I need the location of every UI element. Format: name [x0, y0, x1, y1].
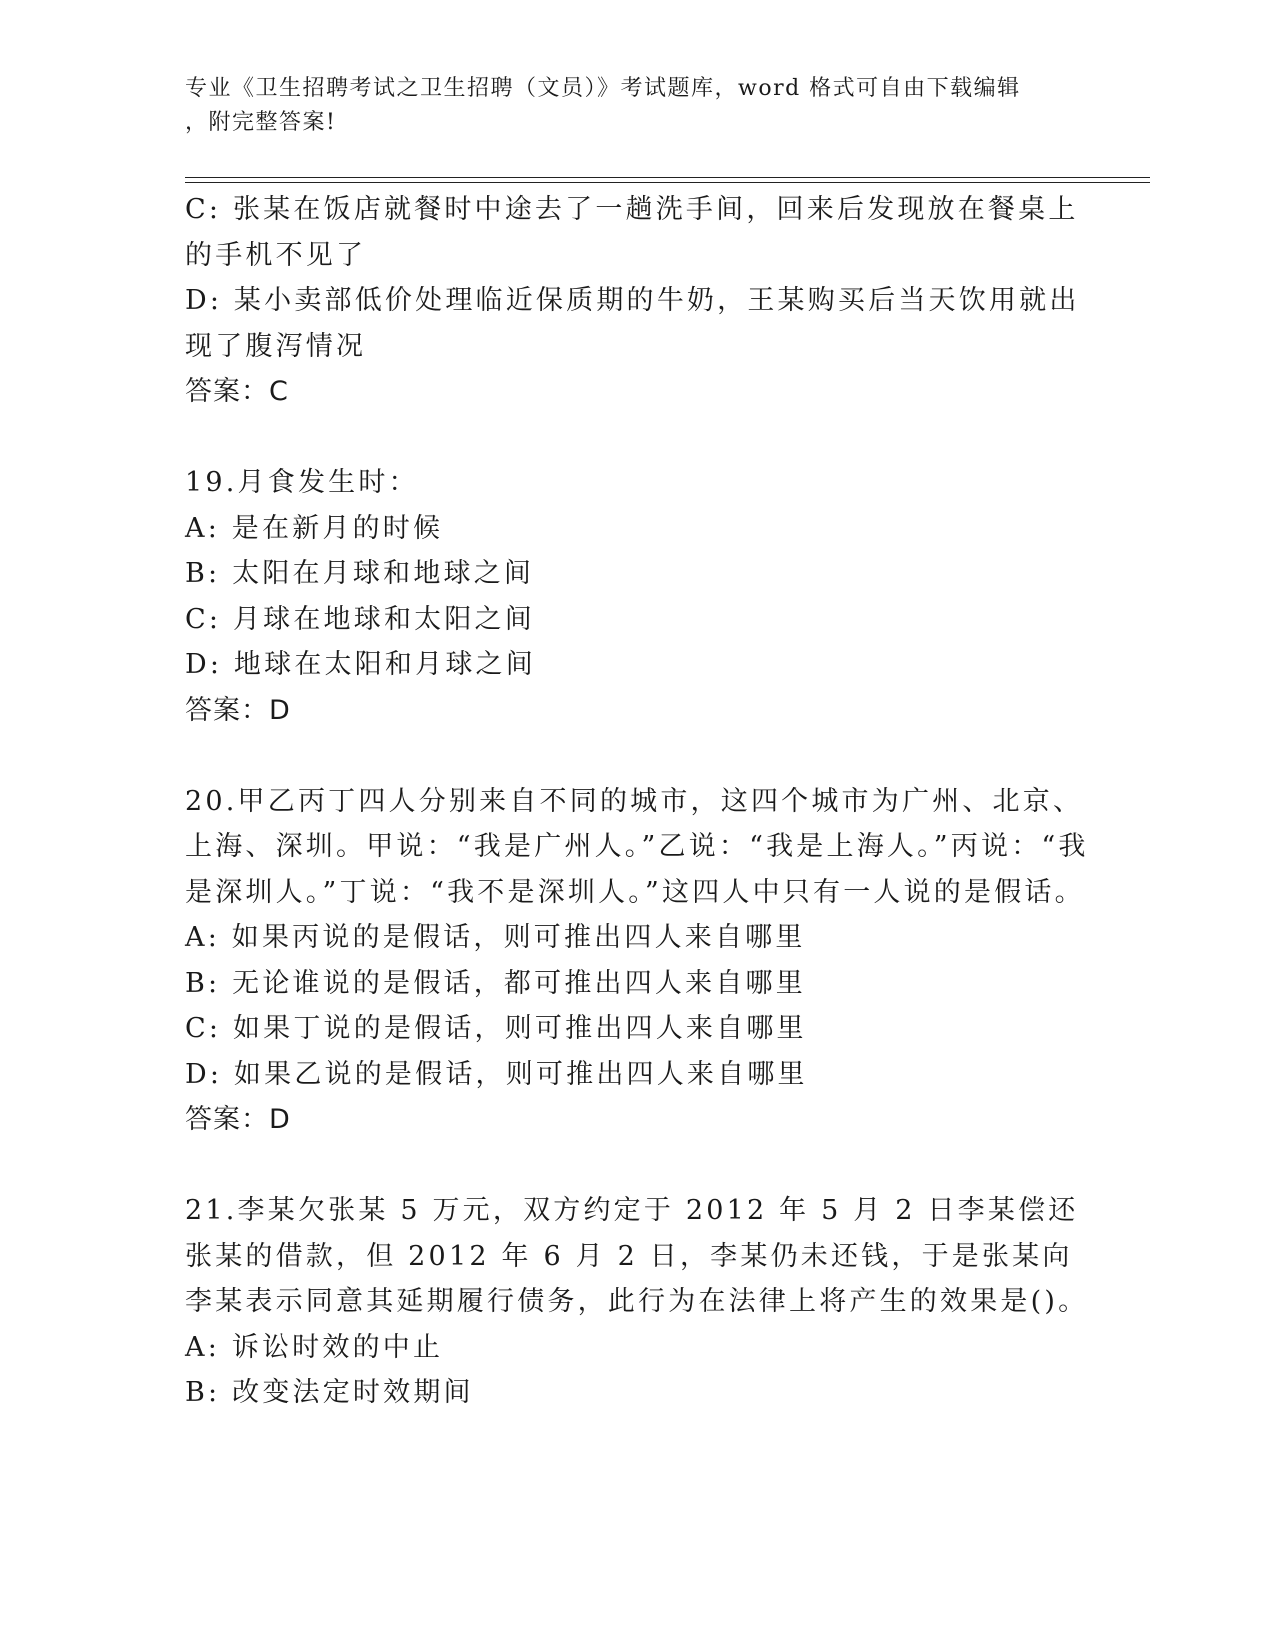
- option-b: B: 改变法定时效期间: [185, 1377, 474, 1408]
- header-divider-top: [185, 177, 1150, 178]
- spacer: [185, 733, 1090, 779]
- question-18: [185, 187, 1090, 415]
- spacer: [185, 415, 1090, 461]
- option-d: D: 地球在太阳和月球之间: [185, 649, 536, 680]
- question-list: [185, 187, 1090, 1416]
- option-d: D: 如果乙说的是假话，则可推出四人来自哪里: [185, 1058, 808, 1090]
- question-text: 20.甲乙丙丁四人分别来自不同的城市，这四个城市为广州、北京、上海、深圳。甲说：“我是广州人。”乙说：“我是上海人。”丙说：“我是深圳人。”丁说：“我不是深圳人。”这四人中只有一人说的是假话。: [185, 785, 1089, 908]
- header-divider-bottom: [185, 182, 1150, 183]
- document-header: [185, 72, 1065, 140]
- option-d: D: 某小卖部低价处理临近保质期的牛奶，王某购买后当天饮用就出现了腹泻情况: [185, 285, 1080, 362]
- option-a: A: 诉讼时效的中止: [185, 1331, 444, 1363]
- option-b: B: 太阳在月球和地球之间: [185, 558, 535, 589]
- option-c: C: 月球在地球和太阳之间: [185, 603, 535, 635]
- question-20: [185, 779, 1090, 1143]
- option-c: C: 张某在饭店就餐时中途去了一趟洗手间，回来后发现放在餐桌上的手机不见了: [185, 194, 1079, 271]
- option-a: A: 如果丙说的是假话，则可推出四人来自哪里: [185, 922, 806, 953]
- option-a: A: 是在新月的时候: [185, 512, 444, 544]
- header-line-2: ，附完整答案!: [185, 110, 337, 135]
- answer: 答案：C: [185, 376, 289, 407]
- question-19: [185, 460, 1090, 733]
- header-line-1: 专业《卫生招聘考试之卫生招聘（文员）》考试题库，word 格式可自由下载编辑: [185, 76, 1021, 101]
- question-text: 19.月食发生时：: [185, 467, 419, 498]
- question-21: [185, 1188, 1090, 1416]
- option-c: C: 如果丁说的是假话，则可推出四人来自哪里: [185, 1013, 807, 1044]
- option-b: B: 无论谁说的是假话，都可推出四人来自哪里: [185, 967, 806, 999]
- answer: 答案：D: [185, 694, 291, 726]
- answer: 答案：D: [185, 1104, 291, 1135]
- spacer: [185, 1143, 1090, 1189]
- question-text: 21.李某欠张某 5 万元，双方约定于 2012 年 5 月 2 日李某偿还张某的借款，但 2012 年 6 月 2 日，李某仍未还钱，于是张某向李某表示同意其延期履行债务，此行为在法律上将产生的效果是()。: [185, 1195, 1089, 1317]
